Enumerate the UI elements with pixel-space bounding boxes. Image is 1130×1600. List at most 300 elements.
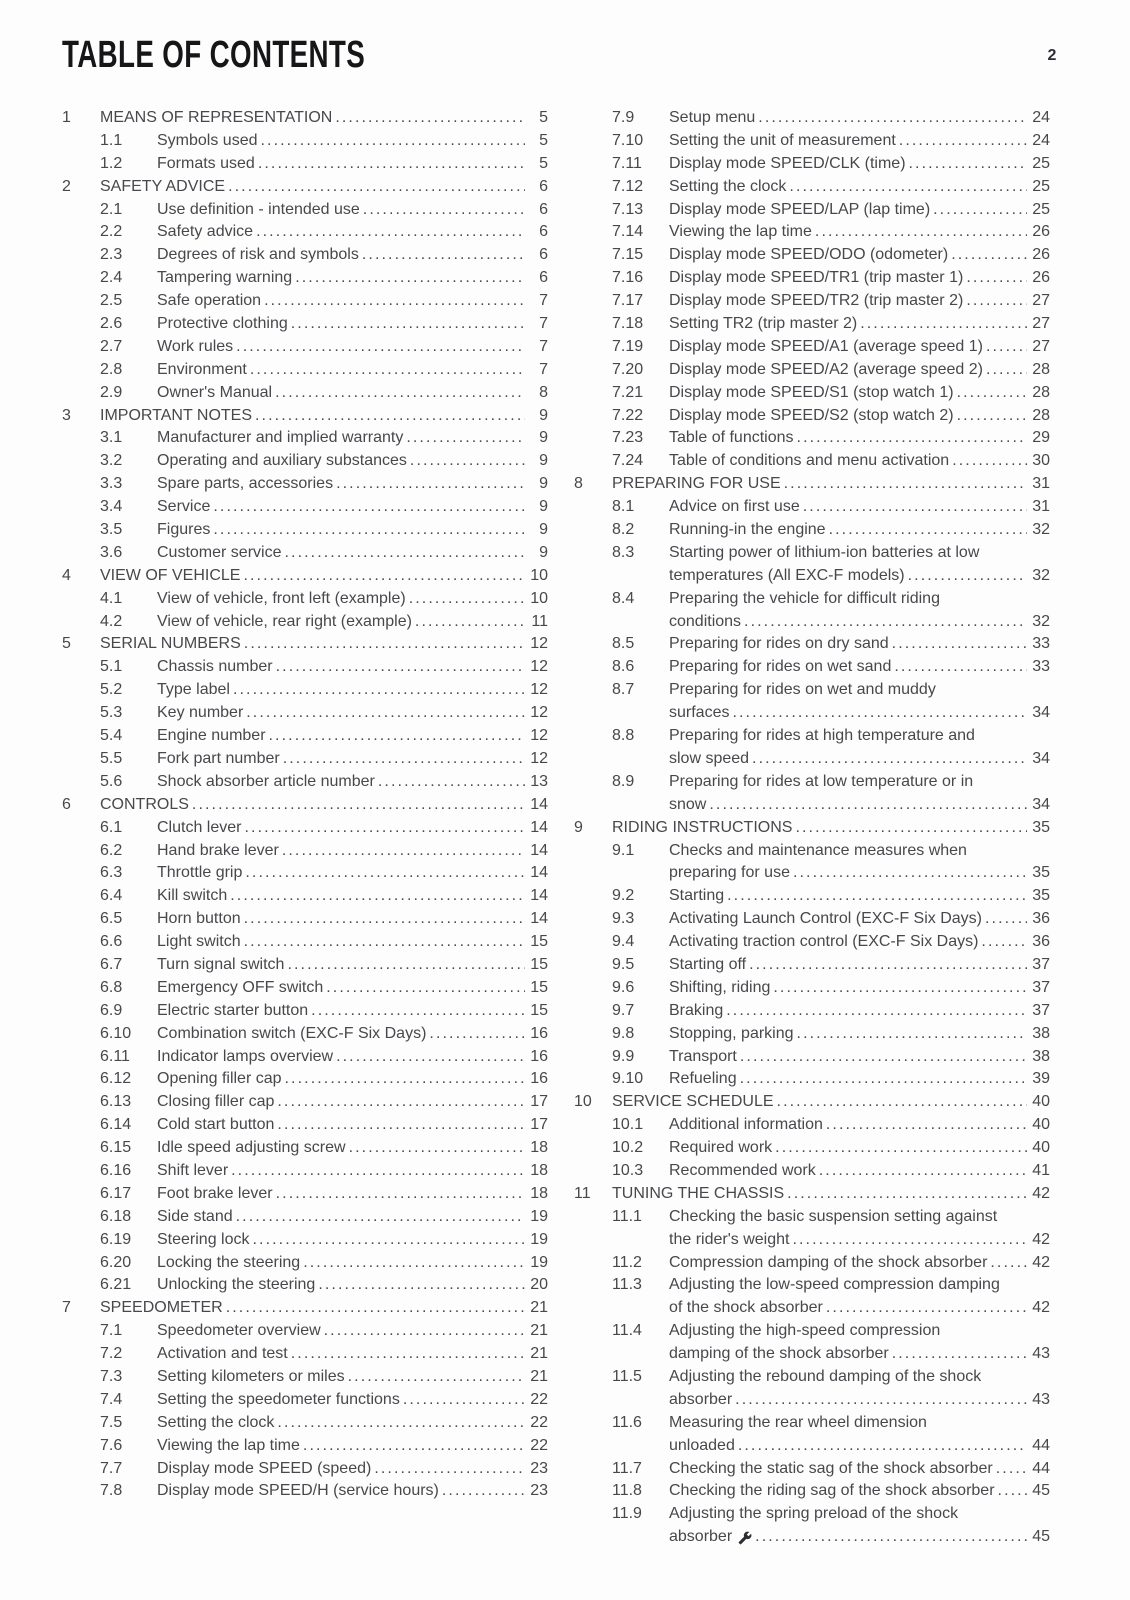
toc-entry-page: 12	[530, 727, 548, 745]
dot-leader	[792, 1229, 1027, 1252]
toc-subsection-row	[574, 1480, 1050, 1503]
toc-subsection-row	[62, 221, 548, 244]
toc-entry-number: 7.8	[100, 1482, 123, 1500]
toc-subsection-row	[574, 176, 1050, 199]
dot-leader	[899, 130, 1027, 153]
dot-leader	[894, 656, 1027, 679]
dot-leader	[952, 450, 1027, 473]
toc-entry-page: 28	[1032, 360, 1050, 378]
dot-leader	[374, 1458, 525, 1481]
toc-entry-number: 7.11	[612, 154, 642, 172]
toc-section-row	[574, 473, 1050, 496]
toc-subsection-row	[574, 267, 1050, 290]
toc-entry-title: Setting kilometers or miles	[157, 1367, 345, 1385]
toc-subsection-row	[62, 748, 548, 771]
dot-leader	[244, 908, 525, 931]
dot-leader	[256, 221, 525, 244]
toc-entry-number: 11	[574, 1184, 591, 1202]
toc-entry-title: Display mode SPEED (speed)	[157, 1459, 372, 1477]
toc-entry-page: 42	[1032, 1184, 1050, 1202]
toc-subsection-row	[62, 954, 548, 977]
dot-leader	[291, 313, 525, 336]
toc-entry-page: 24	[1032, 131, 1050, 149]
toc-entry-page: 29	[1032, 429, 1050, 447]
toc-entry-number: 6.8	[100, 978, 123, 996]
dot-leader	[732, 702, 1027, 725]
toc-entry-number: 5.4	[100, 727, 123, 745]
toc-entry-title: Idle speed adjusting screw	[157, 1139, 346, 1157]
dot-leader	[892, 633, 1027, 656]
dot-leader	[726, 1000, 1027, 1023]
toc-entry-number: 6.18	[100, 1207, 132, 1225]
dot-leader	[336, 1046, 525, 1069]
toc-entry-title: Preparing for rides at low temperature or in	[669, 772, 974, 790]
toc-entry-number: 6.7	[100, 955, 123, 973]
dot-leader	[892, 1343, 1027, 1366]
dot-leader	[295, 267, 525, 290]
toc-entry-title: Activating Launch Control (EXC-F Six Days)	[669, 910, 982, 928]
dot-leader	[784, 473, 1027, 496]
toc-subsection-row	[574, 1252, 1050, 1275]
toc-entry-title: Customer service	[157, 543, 282, 561]
dot-leader	[326, 977, 525, 1000]
toc-entry-title: Emergency OFF switch	[157, 978, 324, 996]
toc-entry-page: 13	[530, 772, 548, 790]
toc-subsection-row	[574, 199, 1050, 222]
toc-entry-page: 16	[530, 1047, 548, 1065]
toc-entry-number: 11.2	[612, 1253, 642, 1271]
toc-entry-number: 3.4	[100, 498, 123, 516]
toc-subsection-row	[62, 1229, 548, 1252]
toc-entry-title: Locking the steering	[157, 1253, 301, 1271]
toc-entry-number: 4	[62, 566, 71, 584]
dot-leader	[318, 1274, 525, 1297]
toc-entry-page: 40	[1032, 1093, 1050, 1111]
toc-entry-page: 32	[1032, 521, 1050, 539]
toc-entry-title: Display mode SPEED/TR1 (trip master 1)	[669, 269, 964, 287]
toc-subsection-row	[62, 931, 548, 954]
toc-entry-page: 20	[530, 1276, 548, 1294]
toc-entry-number: 5	[62, 635, 71, 653]
toc-entry-title: Recommended work	[669, 1161, 816, 1179]
toc-subsection-row	[62, 679, 548, 702]
toc-entry-title: Spare parts, accessories	[157, 475, 334, 493]
dot-leader	[285, 1068, 525, 1091]
toc-column-left	[62, 107, 548, 1503]
toc-entry-title: Checking the static sag of the shock absorber	[669, 1459, 993, 1477]
toc-subsection-row	[574, 153, 1050, 176]
dot-leader	[287, 954, 525, 977]
toc-entry-number: 10.1	[612, 1116, 644, 1134]
toc-entry-page: 9	[539, 475, 548, 493]
toc-entry-number: 9.5	[612, 955, 635, 973]
toc-entry-page: 9	[539, 429, 548, 447]
toc-entry-number: 8.6	[612, 658, 635, 676]
dot-leader	[406, 427, 525, 450]
toc-section-row	[574, 817, 1050, 840]
dot-leader	[415, 611, 525, 634]
toc-entry-title: Compression damping of the shock absorber	[669, 1253, 988, 1271]
toc-entry-number: 7.15	[612, 246, 644, 264]
toc-entry-number: 8.7	[612, 681, 635, 699]
toc-entry-title: Figures	[157, 521, 211, 539]
toc-subsection-row	[62, 290, 548, 313]
toc-entry-page: 33	[1032, 635, 1050, 653]
toc-entry-title: Operating and auxiliary substances	[157, 452, 407, 470]
dot-leader	[311, 1000, 525, 1023]
toc-entry-number: 10.3	[612, 1161, 644, 1179]
toc-entry-title: Cold start button	[157, 1116, 275, 1134]
toc-entry-number: 8.5	[612, 635, 635, 653]
toc-entry-number: 7.23	[612, 429, 644, 447]
dot-leader	[709, 794, 1027, 817]
toc-subsection-row	[62, 1160, 548, 1183]
toc-subsection-row	[62, 862, 548, 885]
toc-entry-page: 37	[1032, 955, 1050, 973]
toc-entry-page: 41	[1032, 1161, 1050, 1179]
toc-entry-page: 32	[1032, 612, 1050, 630]
toc-entry-title: temperatures (All EXC-F models)	[669, 566, 905, 584]
toc-subsection-row	[574, 908, 1050, 931]
toc-entry-number: 6.21	[100, 1276, 132, 1294]
toc-entry-title: Safe operation	[157, 292, 262, 310]
toc-subsection-row	[574, 954, 1050, 977]
toc-entry-page: 12	[530, 658, 548, 676]
dot-leader	[213, 496, 525, 519]
toc-subsection-row	[62, 130, 548, 153]
toc-entry-title: Degrees of risk and symbols	[157, 246, 359, 264]
toc-entry-page: 33	[1032, 658, 1050, 676]
toc-entry-page: 44	[1032, 1436, 1050, 1454]
toc-subsection-row	[574, 1435, 1050, 1458]
toc-entry-title: Adjusting the high-speed compression	[669, 1322, 941, 1340]
toc-entry-title: CONTROLS	[100, 795, 189, 813]
dot-leader	[233, 679, 525, 702]
toc-entry-page: 18	[530, 1184, 548, 1202]
toc-entry-title: Measuring the rear wheel dimension	[669, 1413, 927, 1431]
dot-leader	[250, 359, 525, 382]
dot-leader	[738, 1435, 1027, 1458]
toc-subsection-row	[62, 427, 548, 450]
toc-entry-page: 22	[530, 1413, 548, 1431]
toc-entry-page: 21	[530, 1345, 548, 1363]
toc-entry-page: 28	[1032, 383, 1050, 401]
toc-entry-number: 2.8	[100, 360, 123, 378]
toc-subsection-row	[574, 679, 1050, 702]
toc-entry-title: Additional information	[669, 1116, 823, 1134]
toc-subsection-row	[62, 1435, 548, 1458]
toc-entry-page: 42	[1032, 1299, 1050, 1317]
dot-leader	[908, 565, 1027, 588]
toc-entry-title: Advice on first use	[669, 498, 800, 516]
page-title: TABLE OF CONTENTS	[62, 34, 366, 76]
toc-subsection-row	[574, 862, 1050, 885]
dot-leader	[787, 1183, 1027, 1206]
dot-leader	[752, 748, 1027, 771]
toc-subsection-row	[62, 977, 548, 1000]
toc-entry-title: Preparing for rides on wet sand	[669, 658, 892, 676]
toc-entry-title: PREPARING FOR USE	[612, 475, 781, 493]
dot-leader	[258, 153, 525, 176]
toc-entry-number: 7.2	[100, 1345, 123, 1363]
toc-entry-title: Activating traction control (EXC-F Six Days)	[669, 933, 979, 951]
toc-entry-title: Activation and test	[157, 1345, 288, 1363]
toc-entry-number: 6.17	[100, 1184, 132, 1202]
toc-section-row	[62, 405, 548, 428]
toc-entry-number: 7.16	[612, 269, 644, 287]
toc-entry-page: 12	[530, 704, 548, 722]
toc-entry-title: Viewing the lap time	[157, 1436, 300, 1454]
toc-entry-number: 2.1	[100, 200, 123, 218]
toc-entry-title: Display mode SPEED/H (service hours)	[157, 1482, 439, 1500]
dot-leader	[410, 450, 525, 473]
dot-leader	[363, 199, 525, 222]
toc-subsection-row	[62, 1023, 548, 1046]
toc-entry-title: Unlocking the steering	[157, 1276, 316, 1294]
dot-leader	[283, 748, 525, 771]
toc-entry-number: 7.13	[612, 200, 644, 218]
toc-subsection-row	[62, 1046, 548, 1069]
dot-leader	[324, 1320, 525, 1343]
toc-entry-page: 12	[530, 635, 548, 653]
toc-entry-title: Kill switch	[157, 887, 228, 905]
toc-subsection-row	[574, 359, 1050, 382]
toc-entry-page: 37	[1032, 978, 1050, 996]
toc-subsection-row	[574, 748, 1050, 771]
toc-entry-number: 8.9	[612, 772, 635, 790]
toc-entry-number: 8.8	[612, 727, 635, 745]
toc-subsection-row	[574, 1503, 1050, 1526]
dot-leader	[291, 1343, 525, 1366]
toc-entry-number: 2.2	[100, 223, 123, 241]
dot-leader	[442, 1480, 525, 1503]
toc-entry-page: 43	[1032, 1390, 1050, 1408]
toc-entry-number: 7.7	[100, 1459, 123, 1477]
toc-entry-page: 25	[1032, 177, 1050, 195]
toc-subsection-row	[574, 519, 1050, 542]
toc-subsection-row	[574, 313, 1050, 336]
toc-entry-page: 14	[530, 818, 548, 836]
toc-entry-title: Speedometer overview	[157, 1322, 321, 1340]
toc-entry-title: SERVICE SCHEDULE	[612, 1093, 774, 1111]
toc-entry-number: 11.5	[612, 1367, 642, 1385]
dot-leader	[277, 1114, 525, 1137]
dot-leader	[228, 176, 525, 199]
dot-leader	[276, 1183, 525, 1206]
toc-entry-title: Work rules	[157, 337, 234, 355]
dot-leader	[986, 336, 1027, 359]
toc-subsection-row	[574, 1206, 1050, 1229]
toc-entry-page: 43	[1032, 1345, 1050, 1363]
toc-entry-number: 6.14	[100, 1116, 132, 1134]
dot-leader	[277, 1091, 525, 1114]
toc-entry-page: 17	[530, 1093, 548, 1111]
toc-entry-number: 7.18	[612, 315, 644, 333]
toc-entry-page: 17	[530, 1116, 548, 1134]
toc-entry-number: 7.12	[612, 177, 644, 195]
toc-section-row	[62, 565, 548, 588]
dot-leader	[303, 1435, 525, 1458]
toc-entry-title: SAFETY ADVICE	[100, 177, 226, 195]
toc-entry-number: 8.2	[612, 521, 635, 539]
toc-subsection-row	[574, 771, 1050, 794]
dot-leader	[749, 954, 1027, 977]
toc-entry-page: 26	[1032, 223, 1050, 241]
dot-leader	[740, 1068, 1027, 1091]
toc-subsection-row	[62, 1068, 548, 1091]
toc-subsection-row	[574, 542, 1050, 565]
toc-entry-page: 14	[530, 887, 548, 905]
toc-entry-title: Stopping, parking	[669, 1024, 794, 1042]
toc-subsection-row	[62, 1366, 548, 1389]
toc-entry-page: 14	[530, 864, 548, 882]
toc-entry-title: Clutch lever	[157, 818, 242, 836]
toc-subsection-row	[62, 588, 548, 611]
dot-leader	[244, 633, 525, 656]
toc-entry-number: 9.6	[612, 978, 635, 996]
toc-entry-number: 2.6	[100, 315, 123, 333]
toc-subsection-row	[574, 977, 1050, 1000]
toc-entry-number: 6.4	[100, 887, 123, 905]
toc-entry-number: 6.2	[100, 841, 123, 859]
toc-entry-title: View of vehicle, rear right (example)	[157, 612, 412, 630]
dot-leader	[277, 1412, 525, 1435]
toc-entry-page: 15	[530, 933, 548, 951]
toc-entry-number: 1	[62, 109, 71, 126]
dot-leader	[303, 1252, 525, 1275]
toc-entry-page: 9	[539, 521, 548, 539]
toc-entry-title: absorber	[669, 1528, 733, 1546]
toc-entry-title: Table of functions	[669, 429, 794, 447]
toc-entry-page: 45	[1032, 1482, 1050, 1500]
toc-entry-number: 2.3	[100, 246, 123, 264]
toc-entry-page: 23	[530, 1459, 548, 1477]
toc-entry-title: Light switch	[157, 933, 241, 951]
toc-entry-page: 22	[530, 1436, 548, 1454]
toc-entry-number: 9.4	[612, 933, 635, 951]
toc-entry-number: 6.12	[100, 1070, 132, 1088]
dot-leader	[981, 931, 1027, 954]
toc-entry-page: 5	[539, 154, 548, 172]
toc-entry-number: 7.10	[612, 131, 644, 149]
toc-entry-page: 21	[530, 1367, 548, 1385]
dot-leader	[957, 382, 1027, 405]
toc-entry-title: Display mode SPEED/A2 (average speed 2)	[669, 360, 983, 378]
toc-entry-page: 40	[1032, 1139, 1050, 1157]
toc-entry-number: 9.3	[612, 910, 635, 928]
toc-entry-title: Display mode SPEED/LAP (lap time)	[669, 200, 931, 218]
toc-entry-title: Shift lever	[157, 1161, 229, 1179]
toc-subsection-row	[574, 885, 1050, 908]
toc-entry-title: Environment	[157, 360, 247, 378]
dot-leader	[244, 931, 525, 954]
toc-entry-title: Setting the speedometer functions	[157, 1390, 400, 1408]
dot-leader	[735, 1389, 1027, 1412]
toc-entry-number: 7.1	[100, 1322, 123, 1340]
toc-entry-title: preparing for use	[669, 864, 790, 882]
toc-entry-title: SERIAL NUMBERS	[100, 635, 241, 653]
toc-subsection-row	[574, 290, 1050, 313]
toc-entry-title: Closing filler cap	[157, 1093, 275, 1111]
toc-entry-number: 10.2	[612, 1139, 644, 1157]
toc-entry-title: Display mode SPEED/S2 (stop watch 2)	[669, 406, 954, 424]
toc-entry-title: Service	[157, 498, 211, 516]
toc-entry-number: 5.2	[100, 681, 123, 699]
toc-entry-number: 8.4	[612, 589, 635, 607]
toc-entry-title: Table of conditions and menu activation	[669, 452, 950, 470]
toc-entry-page: 19	[530, 1253, 548, 1271]
toc-entry-number: 11.4	[612, 1322, 642, 1340]
toc-subsection-row	[62, 771, 548, 794]
toc-entry-number: 9.9	[612, 1047, 635, 1065]
toc-entry-page: 30	[1032, 452, 1050, 470]
toc-entry-number: 7.17	[612, 292, 644, 310]
dot-leader	[226, 1297, 525, 1320]
toc-entry-title: Symbols used	[157, 131, 258, 149]
toc-subsection-row	[574, 611, 1050, 634]
toc-entry-page: 9	[539, 406, 548, 424]
toc-subsection-row	[574, 1229, 1050, 1252]
toc-subsection-row	[62, 1000, 548, 1023]
toc-entry-page: 7	[539, 315, 548, 333]
toc-entry-title: Starting	[669, 887, 725, 905]
toc-entry-number: 9.8	[612, 1024, 635, 1042]
toc-entry-page: 27	[1032, 337, 1050, 355]
toc-subsection-row	[574, 450, 1050, 473]
toc-entry-page: 15	[530, 955, 548, 973]
toc-subsection-row	[62, 817, 548, 840]
toc-entry-title: MEANS OF REPRESENTATION	[100, 109, 333, 126]
dot-leader	[245, 862, 525, 885]
toc-entry-title: Hand brake lever	[157, 841, 279, 859]
toc-entry-number: 3.2	[100, 452, 123, 470]
toc-entry-page: 8	[539, 383, 548, 401]
toc-subsection-row	[62, 519, 548, 542]
dot-leader	[985, 908, 1027, 931]
toc-entry-title: Checks and maintenance measures when	[669, 841, 967, 859]
toc-entry-page: 7	[539, 360, 548, 378]
dot-leader	[793, 862, 1027, 885]
dot-leader	[192, 794, 525, 817]
toc-entry-title: Adjusting the spring preload of the shock	[669, 1505, 959, 1523]
toc-entry-title: View of vehicle, front left (example)	[157, 589, 406, 607]
toc-entry-title: Braking	[669, 1001, 724, 1019]
toc-entry-page: 24	[1032, 109, 1050, 126]
toc-entry-page: 10	[530, 566, 548, 584]
toc-entry-page: 5	[539, 109, 548, 126]
toc-subsection-row	[62, 908, 548, 931]
toc-entry-title: Tampering warning	[157, 269, 293, 287]
toc-entry-page: 32	[1032, 566, 1050, 584]
toc-subsection-row	[62, 267, 548, 290]
toc-entry-number: 11.6	[612, 1413, 642, 1431]
toc-entry-number: 9.7	[612, 1001, 635, 1019]
toc-subsection-row	[62, 199, 548, 222]
toc-entry-page: 7	[539, 292, 548, 310]
toc-entry-page: 11	[531, 612, 548, 630]
toc-entry-number: 3.5	[100, 521, 123, 539]
toc-entry-number: 6.6	[100, 933, 123, 951]
toc-entry-title: Checking the basic suspension setting against	[669, 1207, 998, 1225]
toc-entry-title: Running-in the engine	[669, 521, 826, 539]
toc-entry-title: Formats used	[157, 154, 255, 172]
toc-entry-number: 3	[62, 406, 71, 424]
toc-entry-page: 5	[539, 131, 548, 149]
toc-entry-title: Required work	[669, 1139, 773, 1157]
toc-entry-number: 11.3	[612, 1276, 642, 1294]
toc-entry-number: 7.24	[612, 452, 644, 470]
toc-entry-page: 21	[530, 1322, 548, 1340]
